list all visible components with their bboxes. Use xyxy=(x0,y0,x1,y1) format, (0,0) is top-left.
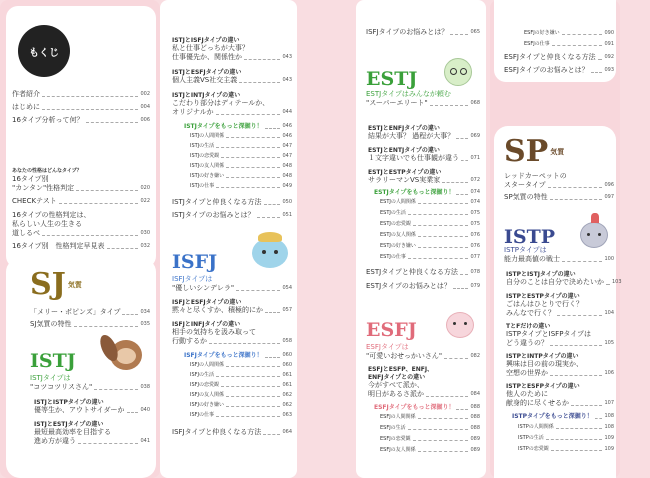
diff-title: ISTPとESFPタイプの違い xyxy=(506,383,580,390)
toc-entry[interactable]: 16タイプ分析って何？ 006 xyxy=(12,116,150,124)
toc-subentry[interactable]: ISTPの人間関係 108 xyxy=(518,424,614,430)
page-gutter xyxy=(297,0,356,478)
toc-entry[interactable]: "可愛いおせっかいさん" 082 xyxy=(366,352,480,360)
diff-title: ISTJとISTPタイプの違い xyxy=(34,399,104,406)
toc-subentry[interactable]: ISFJの生活 061 xyxy=(190,372,292,378)
toc-subentry[interactable]: ISTPの恋愛観 109 xyxy=(518,446,614,452)
toc-entry[interactable]: SJ気質の特性 035 xyxy=(30,320,150,328)
toc-entry[interactable]: ISTJタイプのお悩みとは？ 051 xyxy=(172,211,292,219)
diff-title: ISTJとESFJタイプの違い xyxy=(172,69,242,76)
toc-subentry[interactable]: ISFJの友人関係 062 xyxy=(190,392,292,398)
deep-dive-entry[interactable]: ISFJタイプをもっと深掘り！ 060 xyxy=(184,352,292,359)
toc-entry-line: 他人のために xyxy=(506,390,548,398)
toc-subentry[interactable]: ISTJの仕事 049 xyxy=(190,183,292,189)
diff-title: ESFJとESFP、ENFJ、 xyxy=(368,366,434,373)
toc-subentry[interactable]: ESFJの恋愛観 089 xyxy=(380,436,480,442)
toc-subentry[interactable]: ESFJの仕事 091 xyxy=(524,41,614,47)
istj-heading: ISTJ xyxy=(30,350,76,372)
diff-title: ISTPとINTPタイプの違い xyxy=(506,353,579,360)
toc-page-2 xyxy=(160,0,297,478)
toc-subentry[interactable]: ISTPの生活 109 xyxy=(518,435,614,441)
toc-entry[interactable]: ISFJタイプのお悩みとは？ 065 xyxy=(366,28,480,36)
istj-label: ISTJタイプは xyxy=(30,374,71,382)
toc-entry[interactable]: "カンタン"性格判定 020 xyxy=(12,184,150,192)
toc-entry[interactable]: どう違うの？ 105 xyxy=(506,339,614,347)
deep-dive-entry[interactable]: ESTJタイプをもっと深掘り！ 074 xyxy=(374,189,480,196)
toc-entry[interactable]: ESTJタイプのお悩みとは？ 079 xyxy=(366,282,480,290)
toc-entry[interactable]: 自分のことは自分で決めたいか 103 xyxy=(506,278,622,286)
toc-entry[interactable]: "コツコツリスさん" 038 xyxy=(30,383,150,391)
toc-entry[interactable]: 明日があるさ派か 084 xyxy=(368,390,480,398)
sj-heading: SJ $^{気質}$ xyxy=(30,267,82,302)
toc-entry[interactable]: ISFJタイプと仲良くなる方法 064 xyxy=(172,428,292,436)
diff-title: ESTJとENFJタイプの違い xyxy=(368,125,440,132)
toc-entry[interactable]: 道しるべ 030 xyxy=(12,229,150,237)
toc-entry[interactable]: １文字違いでも仕事観が違う 071 xyxy=(368,154,480,162)
istp-label: ISTPタイプは xyxy=(504,246,547,254)
estj-label: ESTJタイプはみんなが頼む xyxy=(366,90,451,98)
toc-entry-line: 相手の気持ちを汲み取って xyxy=(172,328,256,336)
toc-subentry[interactable]: ESTJの生活 075 xyxy=(380,210,480,216)
toc-entry[interactable]: 「メリー・ポピンズ」タイプ 034 xyxy=(30,308,150,316)
toc-entry[interactable]: 優等生か、アウトサイダーか 040 xyxy=(34,406,150,414)
deep-dive-entry[interactable]: ISTJタイプをもっと深掘り！ 046 xyxy=(184,123,292,130)
sp-heading: SP $^{気質}$ xyxy=(504,134,565,169)
toc-subentry[interactable]: ESTJの恋愛観 075 xyxy=(380,221,480,227)
toc-entry[interactable]: 黙々と尽くすか、積極的にか 057 xyxy=(172,306,292,314)
toc-entry[interactable]: 進め方が違う 041 xyxy=(34,437,150,445)
toc-subentry[interactable]: ISTJの生活 047 xyxy=(190,143,292,149)
toc-subentry[interactable]: ISTJの恋愛観 047 xyxy=(190,153,292,159)
diff-title: ISTJとINTJタイプの違い xyxy=(172,92,241,99)
toc-entry[interactable]: "スーパーエリート" 068 xyxy=(366,99,480,107)
toc-subentry[interactable]: ISFJの恋愛観 061 xyxy=(190,382,292,388)
esfj-label: ESFJタイプは xyxy=(366,343,409,351)
toc-subentry[interactable]: ESFJの人間関係 088 xyxy=(380,414,480,420)
toc-entry[interactable]: 作者紹介 002 xyxy=(12,90,150,98)
toc-page-4 xyxy=(490,0,620,478)
cinderella-illustration xyxy=(252,238,288,268)
toc-subentry[interactable]: ISFJの人間関係 060 xyxy=(190,362,292,368)
toc-subentry[interactable]: ISFJの好き嫌い 062 xyxy=(190,402,292,408)
toc-entry[interactable]: 空想の世界か 106 xyxy=(506,369,614,377)
toc-entry-line: こだわり部分はディテールか、 xyxy=(172,99,270,107)
toc-page-3 xyxy=(356,0,486,478)
diff-title: ISTJとISFJタイプの違い xyxy=(172,37,240,44)
diff-title: ISTJとESTJタイプの違い xyxy=(34,421,104,428)
deep-dive-entry[interactable]: ISTPタイプをもっと深掘り！ 108 xyxy=(512,413,614,420)
toc-entry[interactable]: 献身的に尽くせるか 107 xyxy=(506,399,614,407)
toc-subentry[interactable]: ESTJの人間関係 074 xyxy=(380,199,480,205)
toc-entry-line: 16タイプの性格判定は、 xyxy=(12,211,91,219)
check-heading: あなたの性格はどんなタイプ？ xyxy=(12,168,82,174)
toc-entry-line: 私と仕事どっちが大事？ xyxy=(172,44,249,52)
toc-entry[interactable]: スタータイプ 096 xyxy=(504,181,614,189)
toc-entry-line: ごはんはひとりで行く？ xyxy=(506,300,583,308)
toc-entry[interactable]: "優しいシンデレラ" 054 xyxy=(172,284,292,292)
elite-illustration xyxy=(444,58,472,86)
toc-subentry[interactable]: ISTJの友人関係 048 xyxy=(190,163,292,169)
toc-subentry[interactable]: ISTJの好き嫌い 048 xyxy=(190,173,292,179)
toc-subentry[interactable]: ESTJの仕事 077 xyxy=(380,254,480,260)
diff-title: ESTJとESTPタイプの違い xyxy=(368,169,442,176)
esfj-illustration xyxy=(446,312,474,338)
toc-entry[interactable]: 行動するか 058 xyxy=(172,337,292,345)
diff-title: ISFJとINFJタイプの違い xyxy=(172,321,241,328)
toc-entry[interactable]: ISTJタイプと仲良くなる方法 050 xyxy=(172,198,292,206)
toc-subentry[interactable]: ESFJの好き嫌い 090 xyxy=(524,30,614,36)
deep-dive-entry[interactable]: ESFJタイプをもっと深掘り！ 088 xyxy=(374,404,480,411)
isfj-label: ISFJタイプは xyxy=(172,275,213,283)
toc-entry[interactable]: オリジナルか 044 xyxy=(172,108,292,116)
toc-subentry[interactable]: ESFJの友人関係 089 xyxy=(380,447,480,453)
diff-title: TとFだけの違い xyxy=(506,323,551,330)
warrior-illustration xyxy=(580,222,608,248)
toc-entry-line: 私らしい人生の生きる xyxy=(12,220,82,228)
toc-page-1 xyxy=(0,0,160,478)
diff-title: ISTPとESTPタイプの違い xyxy=(506,293,580,300)
esfj-heading: ESFJ xyxy=(366,319,417,341)
toc-entry[interactable]: 個人主義VS社交主義 043 xyxy=(172,76,292,84)
toc-entry[interactable]: ESFJタイプと仲良くなる方法 092 xyxy=(504,53,614,61)
toc-entry-line: 今がすべて派か、 xyxy=(368,381,424,389)
check-heading: 16タイプ別 xyxy=(12,175,49,183)
toc-entry-line: レッドカーペットの xyxy=(504,172,567,180)
toc-entry[interactable]: ESFJタイプのお悩みとは？ 093 xyxy=(504,66,614,74)
toc-entry-line: 興味は目の前の現実か、 xyxy=(506,360,583,368)
mokuji-badge: もくじ xyxy=(18,25,70,77)
toc-subentry[interactable]: ISFJの仕事 063 xyxy=(190,412,292,418)
toc-entry[interactable]: 仕事優先か、関係性か 043 xyxy=(172,53,292,61)
toc-entry[interactable]: CHECKテスト 022 xyxy=(12,197,150,205)
toc-subentry[interactable]: ESTJの友人関係 076 xyxy=(380,232,480,238)
toc-entry[interactable]: 能力最高値の戦士 100 xyxy=(504,255,614,263)
diff-title: ENFJタイプとの違い xyxy=(368,374,426,381)
toc-entry[interactable]: はじめに 004 xyxy=(12,103,150,111)
diff-title: ISTPとISTJタイプの違い xyxy=(506,271,576,278)
isfj-heading: ISFJ xyxy=(172,251,218,273)
toc-entry[interactable]: 16タイプ別 性格判定早見表 032 xyxy=(12,242,150,250)
estj-heading: ESTJ xyxy=(366,68,418,90)
toc-subentry[interactable]: ISTJの人間関係 046 xyxy=(190,133,292,139)
toc-entry-line: ISTPタイプとISFPタイプは xyxy=(506,330,592,338)
diff-title: ISFJとESFJタイプの違い xyxy=(172,299,242,306)
toc-entry[interactable]: ESTJタイプと仲良くなる方法 078 xyxy=(366,268,480,276)
toc-entry-line: 最短最高効率を目指する xyxy=(34,428,111,436)
toc-entry[interactable]: サラリーマンVS実業家 072 xyxy=(368,176,480,184)
toc-entry[interactable]: SP気質の特性 097 xyxy=(504,193,614,201)
toc-subentry[interactable]: ESFJの生活 088 xyxy=(380,425,480,431)
istp-heading: ISTP xyxy=(504,226,556,248)
toc-subentry[interactable]: ESTJの好き嫌い 076 xyxy=(380,243,480,249)
diff-title: ESTJとENTJタイプの違い xyxy=(368,147,440,154)
squirrel-illustration xyxy=(110,340,142,370)
toc-entry[interactable]: みんなで行く？ 104 xyxy=(506,309,614,317)
toc-entry[interactable]: 結果が大事？ 過程が大事？ 069 xyxy=(368,132,480,140)
